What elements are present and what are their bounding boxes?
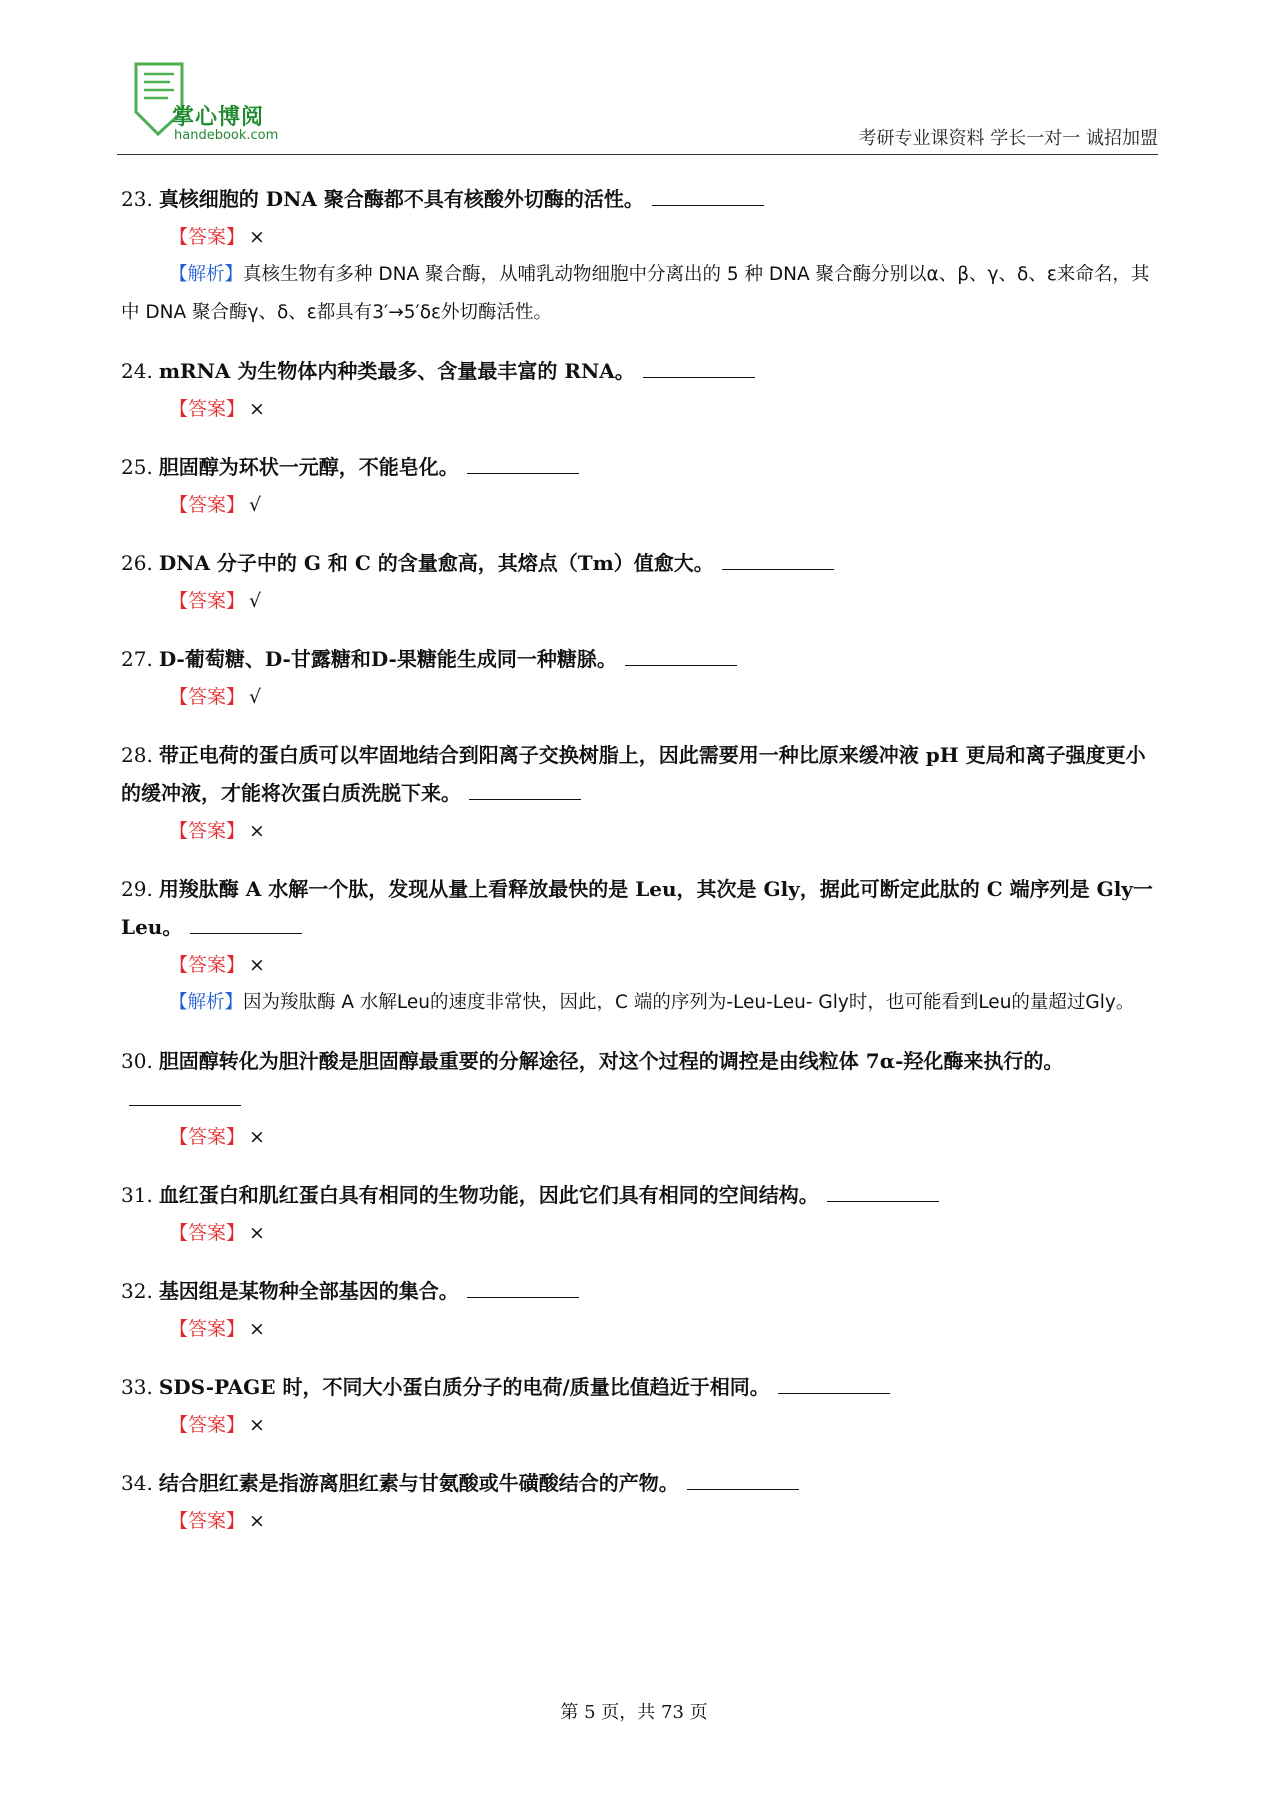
answer-blank: [467, 453, 579, 474]
question-item: [121, 1464, 1161, 1540]
answer-value: √: [249, 686, 262, 708]
answer-line: [121, 812, 1161, 850]
explanation-label: 【解析】: [169, 264, 244, 285]
answer-value: ×: [249, 954, 265, 976]
question-body: 血红蛋白和肌红蛋白具有相同的生物功能，因此它们具有相同的空间结构。: [158, 1183, 819, 1207]
answer-blank: [129, 1085, 241, 1106]
answer-label: 【答案】: [169, 954, 246, 976]
question-number: 31.: [121, 1183, 153, 1207]
question-body: 结合胆红素是指游离胆红素与甘氨酸或牛磺酸结合的产物。: [158, 1471, 679, 1495]
question-number: 24.: [121, 359, 153, 383]
question-item: [121, 1042, 1161, 1156]
answer-label: 【答案】: [169, 820, 246, 842]
question-number: 28.: [121, 743, 153, 767]
answer-line: [121, 390, 1161, 428]
question-item: [121, 352, 1161, 428]
question-text: [121, 352, 1161, 390]
question-text: [121, 1464, 1161, 1502]
answer-blank: [687, 1469, 799, 1490]
answer-label: 【答案】: [169, 398, 246, 420]
answer-label: 【答案】: [169, 226, 246, 248]
question-body: 胆固醇为环状一元醇，不能皂化。: [158, 455, 459, 479]
answer-value: ×: [249, 1318, 265, 1340]
header-tagline: 考研专业课资料 学长一对一 诚招加盟: [858, 128, 1158, 149]
answer-label: 【答案】: [169, 1414, 246, 1436]
answer-blank: [625, 645, 737, 666]
question-item: [121, 448, 1161, 524]
answer-value: ×: [249, 398, 265, 420]
answer-blank: [827, 1181, 939, 1202]
question-number: 30.: [121, 1049, 153, 1073]
answer-blank: [652, 185, 764, 206]
answer-value: ×: [249, 1510, 265, 1532]
question-number: 26.: [121, 551, 153, 575]
explanation: [121, 256, 1161, 332]
answer-label: 【答案】: [169, 494, 246, 516]
answer-label: 【答案】: [169, 590, 246, 612]
question-body: D-葡萄糖、D-甘露糖和D-果糖能生成同一种糖脎。: [158, 647, 617, 671]
answer-blank: [467, 1277, 579, 1298]
question-number: 34.: [121, 1471, 153, 1495]
answer-label: 【答案】: [169, 1318, 246, 1340]
question-body: 真核细胞的 DNA 聚合酶都不具有核酸外切酶的活性。: [158, 187, 644, 211]
question-text: [121, 1272, 1161, 1310]
question-number: 33.: [121, 1375, 153, 1399]
answer-blank: [643, 357, 755, 378]
question-body: 基因组是某物种全部基因的集合。: [158, 1279, 459, 1303]
answer-value: √: [249, 494, 262, 516]
question-item: [121, 640, 1161, 716]
answer-value: √: [249, 590, 262, 612]
answer-blank: [469, 779, 581, 800]
answer-value: ×: [249, 1126, 265, 1148]
answer-blank: [190, 913, 302, 934]
answer-line: [121, 1406, 1161, 1444]
question-body: DNA 分子中的 G 和 C 的含量愈高，其熔点（Tm）值愈大。: [158, 551, 714, 575]
question-body: 带正电荷的蛋白质可以牢固地结合到阳离子交换树脂上，因此需要用一种比原来缓冲液 pH 更局和离子强度更小的缓冲液，才能将次蛋白质洗脱下来。: [121, 743, 1146, 805]
answer-line: [121, 582, 1161, 620]
answer-line: [121, 486, 1161, 524]
question-text: [121, 180, 1161, 218]
page-number: 第 5 页，共 73 页: [560, 1702, 708, 1723]
question-item: [121, 1176, 1161, 1252]
question-number: 25.: [121, 455, 153, 479]
answer-value: ×: [249, 1222, 265, 1244]
question-text: [121, 736, 1161, 812]
question-body: 胆固醇转化为胆汁酸是胆固醇最重要的分解途径，对这个过程的调控是由线粒体 7α-羟化酶来执行的。: [158, 1049, 1064, 1073]
question-body: 用羧肽酶 A 水解一个肽，发现从量上看释放最快的是 Leu，其次是 Gly，据此可断定此肽的 C 端序列是 Gly一Leu。: [121, 877, 1153, 939]
explanation-label: 【解析】: [169, 992, 244, 1013]
brand-name: 掌心博阅: [172, 105, 265, 130]
question-body: mRNA 为生物体内种类最多、含量最丰富的 RNA。: [158, 359, 635, 383]
answer-label: 【答案】: [169, 1222, 246, 1244]
answer-value: ×: [249, 820, 265, 842]
logo: [130, 60, 290, 150]
question-number: 23.: [121, 187, 153, 211]
question-item: [121, 1368, 1161, 1444]
answer-line: [121, 1502, 1161, 1540]
answer-line: [121, 1214, 1161, 1252]
explanation-text: 因为羧肽酶 A 水解Leu的速度非常快，因此，C 端的序列为-Leu-Leu- Gly时，也可能看到Leu的量超过Gly。: [243, 992, 1135, 1013]
answer-blank: [778, 1373, 890, 1394]
question-number: 27.: [121, 647, 153, 671]
answer-label: 【答案】: [169, 1510, 246, 1532]
question-text: [121, 1042, 1161, 1118]
answer-line: [121, 1310, 1161, 1348]
question-number: 29.: [121, 877, 153, 901]
answer-label: 【答案】: [169, 1126, 246, 1148]
answer-blank: [722, 549, 834, 570]
question-item: [121, 870, 1161, 1022]
question-text: [121, 544, 1161, 582]
answer-line: [121, 1118, 1161, 1156]
answer-line: [121, 218, 1161, 256]
question-list: [121, 180, 1161, 1560]
explanation-text: 真核生物有多种 DNA 聚合酶，从哺乳动物细胞中分离出的 5 种 DNA 聚合酶分别以α、β、γ、δ、ε来命名，其中 DNA 聚合酶γ、δ、ε都具有3′→5′δε外切酶活性。: [121, 264, 1150, 323]
question-item: [121, 736, 1161, 850]
question-number: 32.: [121, 1279, 153, 1303]
question-text: [121, 1368, 1161, 1406]
answer-line: [121, 678, 1161, 716]
answer-value: ×: [249, 226, 265, 248]
question-text: [121, 448, 1161, 486]
question-item: [121, 1272, 1161, 1348]
brand-url: handebook.com: [174, 128, 279, 143]
question-text: [121, 1176, 1161, 1214]
question-text: [121, 640, 1161, 678]
header-divider: [117, 154, 1158, 155]
question-body: SDS-PAGE 时，不同大小蛋白质分子的电荷/质量比值趋近于相同。: [158, 1375, 770, 1399]
explanation: [121, 984, 1161, 1022]
answer-value: ×: [249, 1414, 265, 1436]
question-item: [121, 544, 1161, 620]
answer-label: 【答案】: [169, 686, 246, 708]
answer-line: [121, 946, 1161, 984]
question-text: [121, 870, 1161, 946]
question-item: [121, 180, 1161, 332]
